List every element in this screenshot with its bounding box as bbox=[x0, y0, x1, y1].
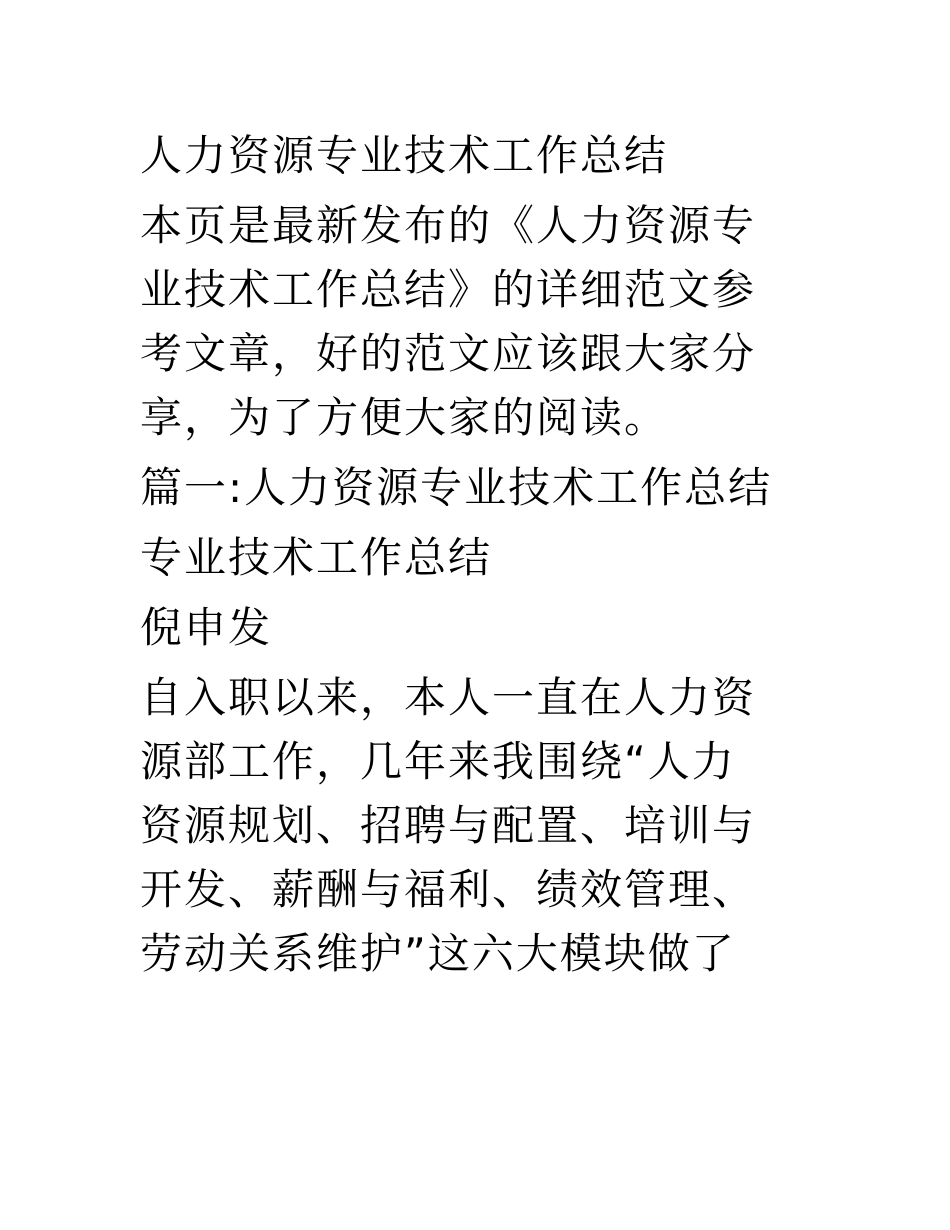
body-line: 资源规划、招聘与配置、培训与 bbox=[140, 801, 757, 850]
body-line: 劳动关系维护”这六大模块做了 bbox=[140, 929, 736, 978]
intro-line: 本页是最新发布的《人力资源专 bbox=[140, 201, 757, 250]
body-line: 自入职以来，本人一直在人力资 bbox=[140, 673, 757, 722]
subtitle: 专业技术工作总结 bbox=[140, 533, 493, 582]
body-paragraph bbox=[140, 666, 790, 986]
document-title: 人力资源专业技术工作总结 bbox=[140, 131, 669, 180]
intro-line: 业技术工作总结》的详细范文参 bbox=[140, 265, 757, 314]
author-name: 倪申发 bbox=[140, 603, 273, 652]
intro-line: 享，为了方便大家的阅读。 bbox=[140, 393, 669, 442]
section-heading: 篇一:人力资源专业技术工作总结 bbox=[140, 463, 773, 512]
intro-line: 考文章，好的范文应该跟大家分 bbox=[140, 329, 757, 378]
document-content bbox=[140, 124, 790, 992]
body-line: 开发、薪酬与福利、绩效管理、 bbox=[140, 865, 757, 914]
body-line: 源部工作，几年来我围绕“人力 bbox=[140, 737, 736, 786]
intro-paragraph bbox=[140, 194, 790, 450]
